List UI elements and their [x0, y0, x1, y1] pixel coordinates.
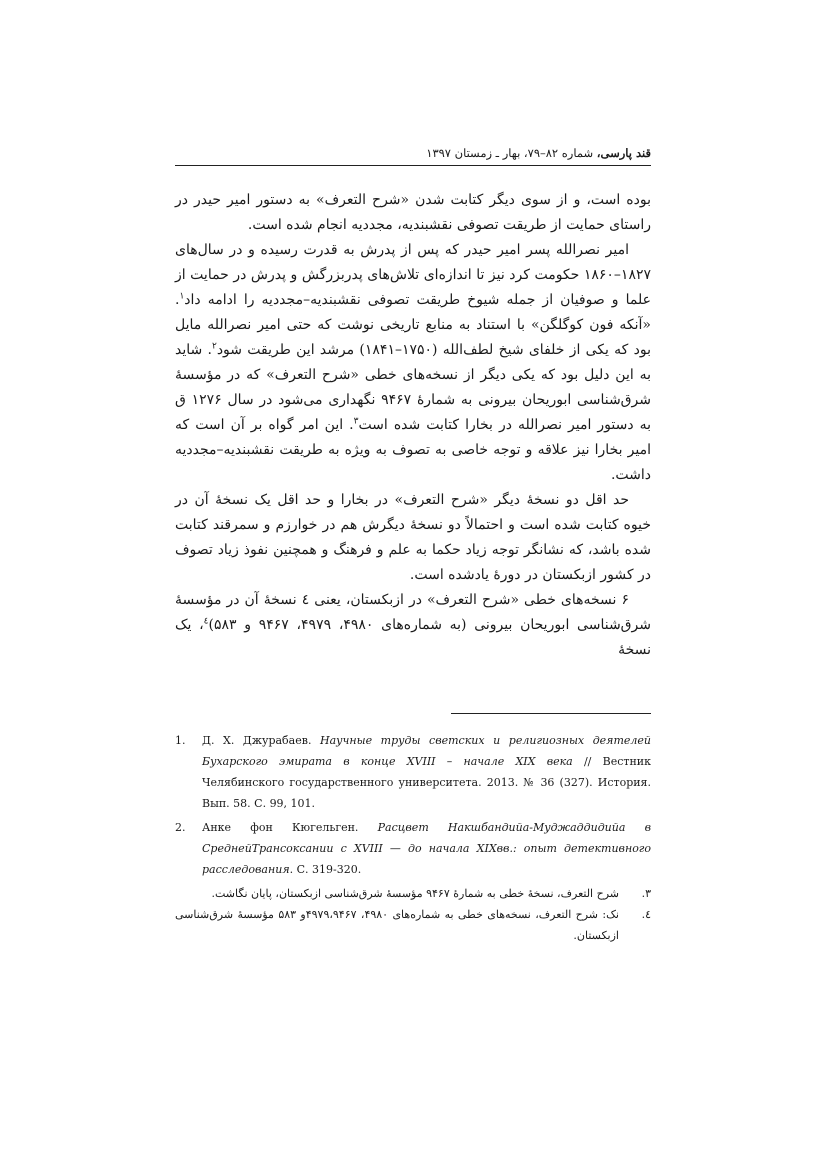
issue-info: شماره ۸۲–۷۹، بهار ـ زمستان ۱۳۹۷ — [426, 146, 597, 160]
footnote-1 — [175, 730, 651, 814]
paragraph-2 — [175, 238, 651, 488]
footnote-number: 1. — [175, 734, 186, 747]
footnote-4 — [175, 904, 651, 946]
footnote-number: ۳. — [641, 887, 651, 900]
footnote-text: نک: شرح التعرف، نسخه‌های خطی به شماره‌های ۴۹۸۰، ۴۹۷۹،۹۴۶۷و ۵۸۳ مؤسسهٔ شرق‌شناسی ازبکستان. — [175, 908, 619, 942]
footnote-ref-2[interactable]: ۲ — [211, 341, 217, 352]
footnote-author: Д. Х. Джурабаев. — [202, 734, 321, 747]
footnote-source: // Вестник Челябинского государственного университета. 2013. № 36 (327). История. Вып. 58. С. 99, 101. — [202, 755, 651, 810]
footnote-text — [202, 817, 651, 880]
paragraph-2-part-d: . این امر گواه بر آن است که امیر بخارا نیز علاقه و توجه خاصی به تصوف به ویژه به طریقت نقشبندیه–مجددیه داشت. — [175, 417, 651, 483]
paragraph-4-part-b: ، یک نسخهٔ — [175, 617, 651, 658]
footnote-number: ٤. — [641, 908, 651, 921]
footnote-ref-3[interactable]: ۳ — [353, 416, 359, 427]
footnote-2 — [175, 817, 651, 880]
footnotes — [175, 730, 651, 946]
footnote-3 — [175, 883, 651, 904]
footnote-source: . С. 319-320. — [289, 863, 362, 876]
footnote-author: Анке фон Кюгельген. — [202, 821, 378, 834]
journal-title: قند پارسی، — [596, 146, 651, 160]
footnote-ref-1[interactable]: ۱ — [179, 291, 185, 302]
paragraph-1: بوده است، و از سوی دیگر کتابت شدن «شرح التعرف» به دستور امیر حیدر در راستای حمایت از طریقت تصوفی نقشبندیه، مجددیه انجام شده است. — [175, 192, 651, 233]
paragraph-2-part-c: . شاید به این دلیل بود که یکی دیگر از نسخه‌های خطی «شرح التعرف» که در مؤسسهٔ شرق‌شناسی ابوریحان بیرونی به شمارهٔ ۹۴۶۷ نگهداری می‌شود در سال ۱۲۷۶ ق به دستور امیر نصرالله در بخارا کتابت شده است — [175, 342, 651, 433]
paragraph-4 — [175, 588, 651, 663]
main-text — [175, 188, 651, 663]
footnote-ref-4[interactable]: ٤ — [203, 616, 209, 627]
footnote-text — [202, 730, 651, 814]
running-header — [175, 146, 651, 166]
footnote-title: Научные труды светских и религиозных деятелей Бухарского эмирата в конце XVIII – начале XIX века — [202, 734, 651, 768]
paragraph-3: حد اقل دو نسخهٔ دیگر «شرح التعرف» در بخارا و حد اقل یک نسخهٔ آن در خیوه کتابت شده است و احتمالاً دو نسخهٔ دیگرش هم در خوارزم و سمرقند کتابت شده باشد، که نشانگر توجه زیاد حکما به علم و فرهنگ و همچنین نفوذ زیاد تصوف در کشور ازبکستان در دورهٔ یادشده است. — [175, 492, 651, 583]
paragraph-2-part-a: امیر نصرالله پسر امیر حیدر که پس از پدرش به قدرت رسیده و در سال‌های ۱۸۲۷–۱۸۶۰ حکومت کرد نیز تا اندازه‌ای تلاش‌های پدربزرگش و پدرش در حمایت از علما و صوفیان از جمله شیوخ طریقت تصوفی نقشبندیه–مجددیه را ادامه داد — [175, 242, 651, 308]
paragraph-2-part-b: . «آنکه فون کوگلگن» با استناد به منابع تاریخی نوشت که حتی امیر نصرالله مایل بود که یکی از خلفای شیخ لطف‌الله (۱۷۵۰–۱۸۴۱) مرشد این طریقت شود — [175, 292, 651, 358]
footnote-text: شرح التعرف، نسخهٔ خطی به شمارهٔ ۹۴۶۷ مؤسسهٔ شرق‌شناسی ازبکستان، پایان نگاشت. — [211, 887, 619, 900]
footnote-number: 2. — [175, 821, 186, 834]
paragraph-4-part-a: ۶ نسخه‌های خطی «شرح التعرف» در ازبکستان، یعنی ٤ نسخهٔ آن در مؤسسهٔ شرق‌شناسی ابوریحان بیرونی (به شماره‌های ۴۹۸۰، ۴۹۷۹، ۹۴۶۷ و ۵۸۳) — [175, 592, 651, 633]
footnote-separator — [451, 713, 651, 714]
footnote-title: Расцвет Накшбандийа-Муджаддидийа в СреднейТрансоксании с XVIII — до начала XIXвв.: опыт детективного расследования — [202, 821, 651, 876]
